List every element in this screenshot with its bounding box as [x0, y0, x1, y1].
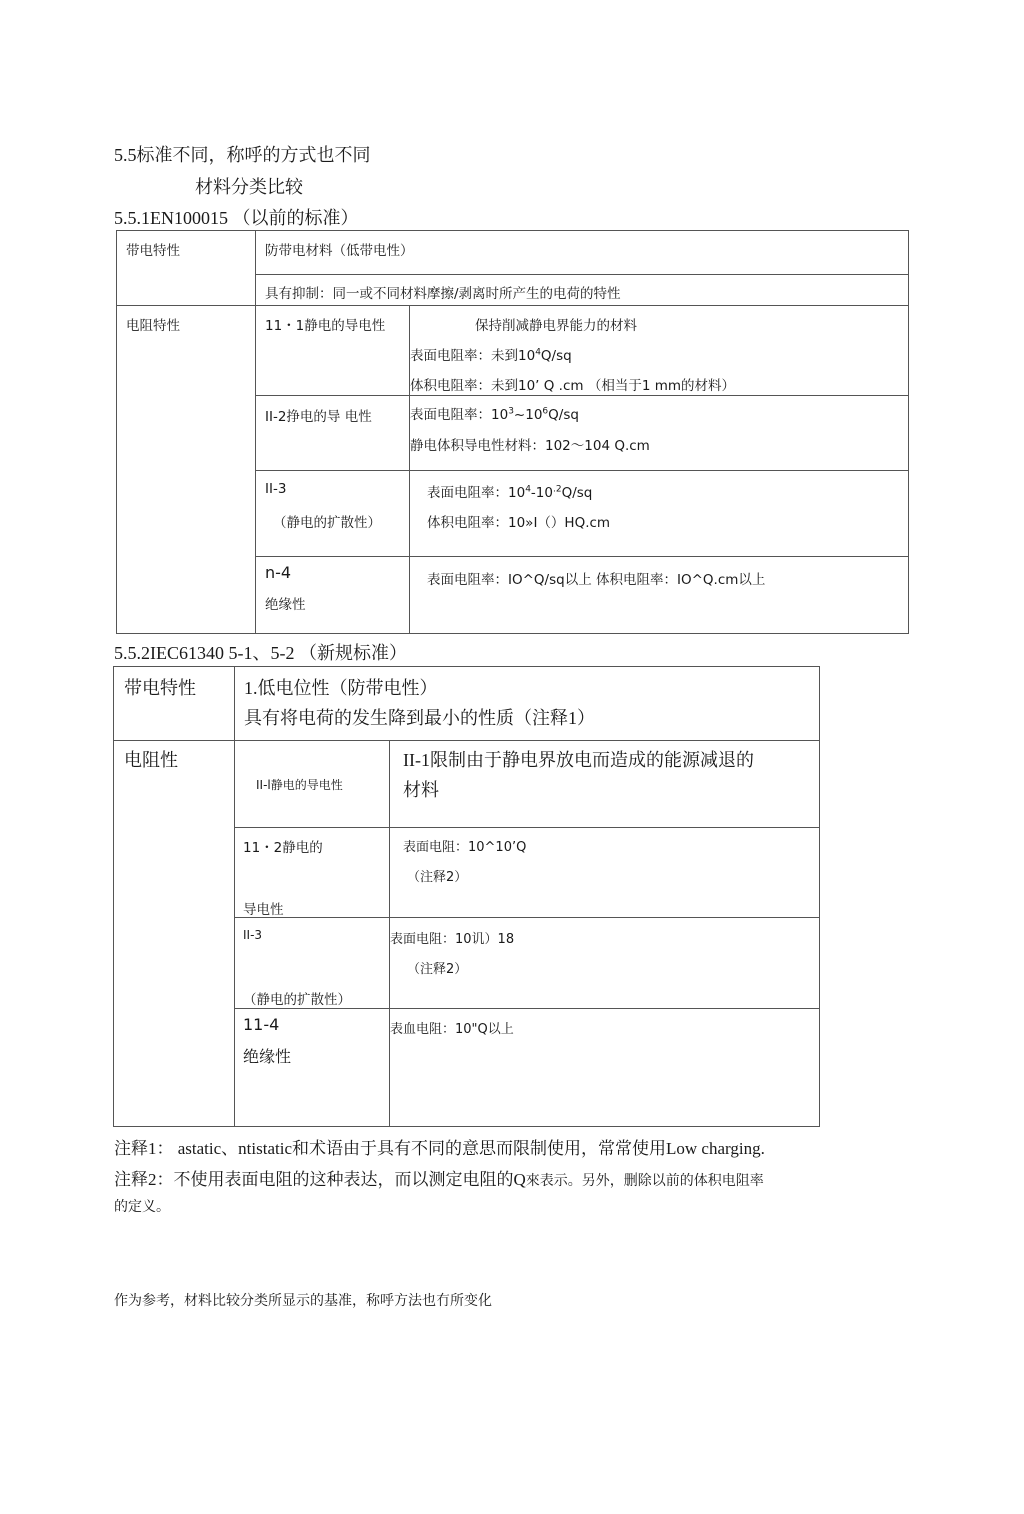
new-standard-table [113, 666, 820, 1127]
row-3-desc-cell [390, 918, 820, 1009]
row-4-desc-cell [390, 1009, 820, 1127]
row-4-name-cell [256, 557, 410, 634]
row-2-value-cell [410, 396, 909, 471]
row-4-code: 11-4 [243, 1015, 280, 1034]
row-1-surface: 表面电阻率：未到$10^4Q/sq$ [410, 347, 572, 364]
row-2-desc-1: 表面电阻：10^10’Q [403, 840, 527, 855]
row-1-volume: 体积电阻率：未到10’ Q .cm （相当于1 mm的材料） [410, 378, 736, 394]
old-standard-heading: 5.5.1EN100015 （以前的标准） [114, 208, 359, 228]
row-1-name-cell [235, 741, 390, 828]
row-1-desc-2: 材料 [403, 780, 439, 800]
row-2-code: 11・2静电的 [243, 840, 323, 856]
charge-label: 带电特性 [126, 243, 180, 259]
old-standard-table [116, 230, 909, 634]
row-1-name: 11・1静电的导电性 [265, 318, 386, 334]
note-1: 注释1： astatic、ntistatic和术语由于具有不同的意思而限制使用，常常使用Low charging. [114, 1139, 765, 1158]
note-2-part-1: 注释2：不使用表面电阻的这种表达，而以测定电阻的Q [114, 1170, 526, 1189]
charge-label-cell [114, 667, 235, 741]
row-2-surface: 表面电阻率：$10^3\sim 10^6Q/sq$ [410, 406, 579, 423]
row-4-desc-1: 表血电阻：10"Q以上 [390, 1022, 514, 1037]
row-2-name-cell [235, 828, 390, 918]
charge-value-cell [235, 667, 820, 741]
row-2-name-cell [256, 396, 410, 471]
row-3-code: II-3 [243, 928, 263, 942]
row-3-surface: 表面电阻率：$10^4-10^{.2}Q/sq$ [427, 484, 593, 501]
row-2-name: 导电性 [243, 902, 284, 918]
row-4-name: 绝缘性 [265, 597, 306, 613]
row-1-desc-cell [390, 741, 820, 828]
charge-line-2: 具有将电荷的发生降到最小的性质（注释1） [244, 708, 595, 728]
row-2-name: II-2挣电的导 电性 [265, 409, 372, 425]
charge-label-cell [117, 231, 256, 306]
charge-value-cell [256, 231, 909, 275]
row-1-title: 保持削减静电界能力的材料 [475, 318, 637, 334]
row-4-values: 表面电阻率：IO^Q/sq以上 体积电阻率：IO^Q.cm以上 [427, 572, 766, 588]
note-2-continuation: 的定义。 [114, 1199, 170, 1215]
charge-line-1: 1.低电位性（防带电性） [244, 678, 438, 698]
row-3-name-cell [256, 471, 410, 557]
section-subtitle: 材料分类比较 [195, 177, 303, 197]
charge-desc-cell [256, 275, 909, 306]
section-heading: 5.5标准不同，称呼的方式也不同 [114, 145, 371, 165]
row-3-value-cell [410, 471, 909, 557]
row-4-value-cell [410, 557, 909, 634]
row-3-name: （静电的扩散性） [273, 515, 381, 531]
row-3-code: II-3 [265, 481, 287, 497]
note-2 [114, 1165, 764, 1190]
resist-label: 电阻特性 [126, 318, 180, 334]
row-3-desc-2: （注释2） [407, 962, 468, 977]
row-2-desc-2: （注释2） [407, 870, 468, 885]
row-3-name-cell [235, 918, 390, 1009]
new-standard-heading: 5.5.2IEC61340 5-1、5-2 （新规标准） [114, 643, 407, 663]
note-2-part-2: 來表示。另外，删除以前的体积电阻率 [525, 1173, 764, 1189]
row-3-desc-1: 表面电阻：10讥）18 [390, 932, 515, 947]
row-4-name: 绝缘性 [243, 1047, 292, 1066]
row-2-desc-cell [390, 828, 820, 918]
charge-label: 带电特性 [124, 678, 196, 698]
row-3-volume: 体积电阻率：10»I（）HQ.cm [427, 515, 611, 531]
row-1-desc-1: II-1限制由于静电界放电而造成的能源减退的 [403, 750, 754, 770]
charge-desc: 具有抑制：同一或不同材料摩擦/剥离时所产生的电荷的特性 [265, 286, 621, 302]
resist-label-cell [117, 306, 256, 634]
row-4-name-cell [235, 1009, 390, 1127]
row-2-volume: 静电体积导电性材料：102〜104 Q.cm [410, 438, 650, 454]
row-1-name-cell [256, 306, 410, 396]
resist-label: 电阻性 [124, 750, 178, 770]
row-1-name: II-l静电的导电性 [256, 778, 343, 792]
charge-value: 防带电材料（低带电性） [265, 243, 414, 259]
reference-note: 作为参考，材料比较分类所显示的基准，称呼方法也冇所变化 [114, 1293, 492, 1309]
row-3-name: （静电的扩散性） [243, 992, 351, 1008]
row-1-value-cell [410, 306, 909, 396]
resist-label-cell [114, 741, 235, 1127]
row-4-code: n-4 [265, 563, 292, 582]
